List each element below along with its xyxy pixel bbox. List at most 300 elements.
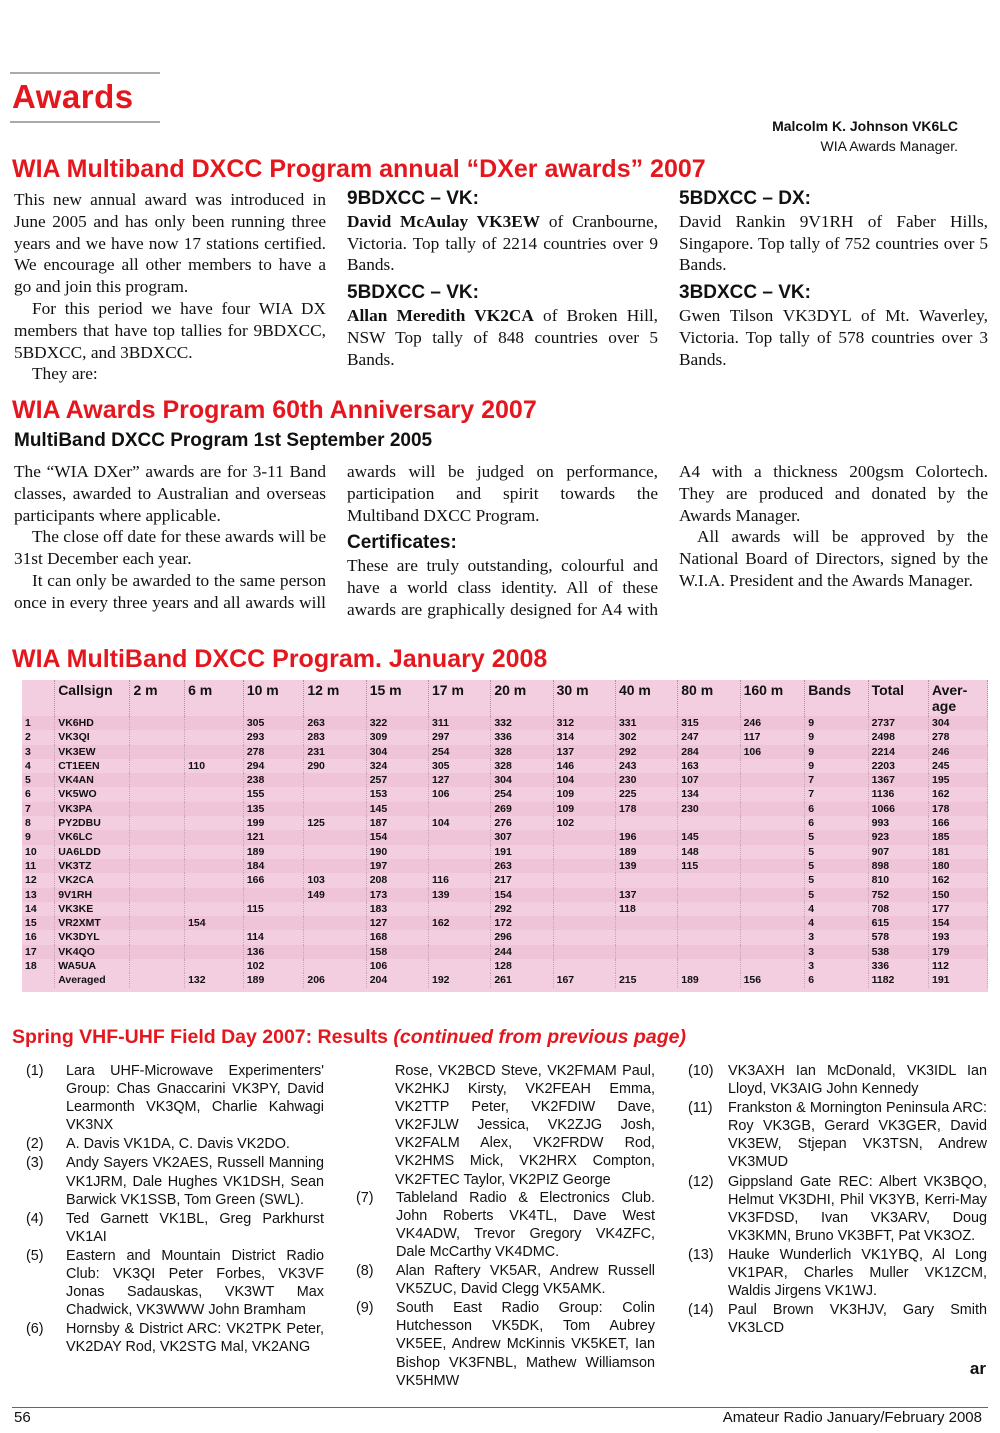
table-cell: 148	[678, 845, 740, 859]
table-cell: VK3DYL	[55, 930, 130, 944]
table-cell: 4	[22, 759, 55, 773]
table-cell	[678, 945, 740, 959]
table-average-cell: 189	[243, 973, 304, 987]
section1-col2	[347, 186, 658, 370]
table-average-cell: 204	[366, 973, 428, 987]
table-cell: 154	[366, 830, 428, 844]
table-cell: 246	[740, 716, 805, 730]
table-cell: VK3EW	[55, 745, 130, 759]
award-detail: David Rankin 9V1RH of Faber Hills, Singapore. Top tally of 752 countries over 5 Bands.	[679, 211, 988, 275]
table-header-cell: 20 m	[491, 680, 553, 716]
section1-intro-p1: This new annual award was introduced in June 2005 and has only been running three years and we have now 17 stations certified. We encourage all other members to have a go and join this program.	[14, 190, 326, 297]
vhf-col1	[22, 1062, 324, 1358]
table-cell: 106	[740, 745, 805, 759]
table-average-cell: 132	[185, 973, 244, 987]
table-cell: 302	[615, 730, 677, 744]
table-cell: 2203	[868, 759, 928, 773]
vhf-entry-number: (8)	[356, 1263, 374, 1280]
table-cell: 12	[22, 873, 55, 887]
vhf-entry-number: (1)	[26, 1063, 44, 1079]
table-cell: VR2XMT	[55, 916, 130, 930]
table-cell: 4	[805, 902, 868, 916]
table-cell: 128	[491, 959, 553, 973]
table-cell	[615, 916, 677, 930]
table-cell	[678, 888, 740, 902]
table-row	[22, 773, 988, 787]
vhf-result-entry	[684, 1301, 987, 1337]
table-cell: 146	[553, 759, 615, 773]
table-cell: 309	[366, 730, 428, 744]
vhf-entry-text: Hauke Wunderlich VK1YBQ, Al Long VK1PAR, Charles Muller VK1ZCM, Waldis Jirgens VK1WJ.	[728, 1246, 987, 1300]
vhf-entry-text: Gippsland Gate REC: Albert VK3BQO, Helmut VK3DHI, Phil VK3YB, Kerri-May VK3FDSD, Ivan VK3ARV, Doug VK3KMN, Bruno VK3BFT, Pat VK3OZ.	[728, 1173, 987, 1244]
table-cell	[615, 873, 677, 887]
vhf-col3	[684, 1062, 987, 1338]
table-cell: 109	[553, 787, 615, 801]
table-cell: 172	[491, 916, 553, 930]
table-cell: 9	[805, 759, 868, 773]
table-cell: 6	[805, 816, 868, 830]
table-cell: 810	[868, 873, 928, 887]
table-cell: VK2CA	[55, 873, 130, 887]
table-cell	[304, 773, 366, 787]
vhf-entry-number: (14)	[688, 1302, 714, 1319]
table-cell	[130, 802, 185, 816]
table-cell: 110	[185, 759, 244, 773]
table-cell: VK3QI	[55, 730, 130, 744]
vhf-entry-number: (3)	[26, 1155, 44, 1172]
table-cell: 102	[553, 816, 615, 830]
vhf-entry-text: Frankston & Mornington Peninsula ARC: Roy VK3GB, Gerard VK3GER, David VK3EW, Stjepan VK3TSN, Andrew VK3MUD	[728, 1100, 987, 1171]
vhf-result-entry	[22, 1210, 324, 1246]
table-cell: 5	[22, 773, 55, 787]
table-cell	[185, 873, 244, 887]
table-cell: 5	[805, 873, 868, 887]
table-cell: PY2DBU	[55, 816, 130, 830]
table-cell	[740, 873, 805, 887]
award-text	[347, 305, 658, 370]
table-cell: 9V1RH	[55, 888, 130, 902]
table-cell: 197	[366, 859, 428, 873]
vhf-entry-number: (5)	[26, 1247, 44, 1264]
vhf-result-entry	[22, 1154, 324, 1208]
table-average-cell: 156	[740, 973, 805, 987]
table-header-cell: 12 m	[304, 680, 366, 716]
table-header-row	[22, 680, 988, 716]
vhf-entry-text: Andy Sayers VK2AES, Russell Manning VK1JRM, Dale Hughes VK1DSH, Sean Barwick VK1SSB, Tom Green (SWL).	[66, 1155, 324, 1208]
table-cell	[553, 930, 615, 944]
table-cell	[185, 716, 244, 730]
end-mark: ar	[969, 1359, 986, 1378]
table-cell: 178	[615, 802, 677, 816]
table-cell: 17	[22, 945, 55, 959]
table-cell: 243	[615, 759, 677, 773]
table-cell	[429, 845, 491, 859]
table-cell: 163	[678, 759, 740, 773]
table-cell: 116	[429, 873, 491, 887]
award-text	[347, 211, 658, 276]
table-cell: 538	[868, 945, 928, 959]
table-average-cell: 1182	[868, 973, 928, 987]
table-cell	[678, 816, 740, 830]
table-cell	[130, 888, 185, 902]
vhf-entry-text: Alan Raftery VK5AR, Andrew Russell VK5ZUC, David Clegg VK5AMK.	[396, 1263, 655, 1298]
table-cell	[553, 959, 615, 973]
table-cell: 6	[22, 787, 55, 801]
table-cell: 230	[678, 802, 740, 816]
page-number: 56	[14, 1409, 31, 1426]
table-cell: 328	[491, 745, 553, 759]
table-cell: 907	[868, 845, 928, 859]
certificates-heading: Certificates:	[347, 532, 457, 554]
header-rule-bottom	[10, 121, 160, 123]
table-cell: 9	[22, 830, 55, 844]
table-cell: 136	[243, 945, 304, 959]
table-cell: 6	[805, 802, 868, 816]
table-cell: 8	[22, 816, 55, 830]
table-cell: 311	[429, 716, 491, 730]
table-cell	[130, 959, 185, 973]
vhf-entry-6-continued: Rose, VK2BCD Steve, VK2FMAM Paul, VK2HKJ Kirsty, VK2FEAH Emma, VK2TTP Peter, VK2FDIW Dave, VK2FJLW Jessica, VK2ZJG Josh, VK2FALM Alex, VK2FRDW Rod, VK2HMS Mick, VK2HRX Compton, VK2FTEC Taylor, VK2PIZ George	[395, 1063, 655, 1188]
table-cell	[740, 759, 805, 773]
table-cell	[185, 730, 244, 744]
table-header-cell: 17 m	[429, 680, 491, 716]
table-cell: 106	[366, 959, 428, 973]
table-cell: 109	[553, 802, 615, 816]
table-cell: VK4AN	[55, 773, 130, 787]
table-cell: 247	[678, 730, 740, 744]
table-cell: 181	[929, 845, 988, 859]
table-header-cell: 2 m	[130, 680, 185, 716]
table-row	[22, 845, 988, 859]
table-cell	[553, 859, 615, 873]
vhf-title-continued: (continued from previous page)	[393, 1026, 686, 1048]
table-cell: 7	[805, 773, 868, 787]
dxcc-table	[22, 680, 988, 988]
table-cell: 332	[491, 716, 553, 730]
vhf-entry-text: VK3AXH Ian McDonald, VK3IDL Ian Lloyd, VK3AIG John Kennedy	[728, 1063, 987, 1098]
section2-col1	[14, 461, 326, 613]
table-cell	[130, 930, 185, 944]
table-cell: 5	[805, 830, 868, 844]
vhf-result-entry	[22, 1247, 324, 1319]
table-cell	[130, 816, 185, 830]
table-cell: 177	[929, 902, 988, 916]
table-cell: 923	[868, 830, 928, 844]
table-cell: WA5UA	[55, 959, 130, 973]
table-cell: 10	[22, 845, 55, 859]
table-cell: 336	[868, 959, 928, 973]
table-cell	[130, 716, 185, 730]
table-cell: 106	[429, 787, 491, 801]
table-cell: 107	[678, 773, 740, 787]
table-cell: 104	[553, 773, 615, 787]
table-average-cell: 206	[304, 973, 366, 987]
table-cell	[553, 888, 615, 902]
vhf-entry-text: Ted Garnett VK1BL, Greg Parkhurst VK1AI	[66, 1210, 324, 1245]
table-cell	[678, 959, 740, 973]
table-cell: 155	[243, 787, 304, 801]
vhf-entry-text: Paul Brown VK3HJV, Gary Smith VK3LCD	[728, 1302, 987, 1337]
table-cell: 115	[243, 902, 304, 916]
section2-col2	[347, 461, 658, 620]
table-cell	[304, 930, 366, 944]
table-header-cell: Bands	[805, 680, 868, 716]
table-cell	[130, 845, 185, 859]
table-row	[22, 816, 988, 830]
table-header-cell	[22, 680, 55, 716]
table-cell	[678, 902, 740, 916]
table-cell	[740, 773, 805, 787]
certificates-p2: All awards will be approved by the National Board of Directors, signed by the W.I.A. President and the Awards Manager.	[679, 527, 988, 590]
table-cell	[185, 930, 244, 944]
table-cell: 615	[868, 916, 928, 930]
table-cell	[678, 930, 740, 944]
section2-p2: The close off date for these awards will be 31st December each year.	[14, 527, 326, 569]
table-cell: 11	[22, 859, 55, 873]
table-cell: 225	[615, 787, 677, 801]
table-cell	[615, 959, 677, 973]
table-cell: 127	[366, 916, 428, 930]
table-cell: 150	[929, 888, 988, 902]
table-cell: 208	[366, 873, 428, 887]
table-cell: 283	[304, 730, 366, 744]
table-cell: 180	[929, 859, 988, 873]
table-cell: 3	[805, 959, 868, 973]
table-cell: 191	[491, 845, 553, 859]
vhf-entry-number: (6)	[26, 1321, 44, 1338]
vhf-entry-text: Eastern and Mountain District Radio Club: VK3QI Peter Forbes, VK3VF Jonas Sadauskas, VK3WT Max Chadwick, VK3WWW John Bramham	[66, 1247, 324, 1319]
table-row	[22, 730, 988, 744]
table-cell: 708	[868, 902, 928, 916]
table-cell: 153	[366, 787, 428, 801]
table-cell: 168	[366, 930, 428, 944]
table-cell: VK6HD	[55, 716, 130, 730]
table-cell	[130, 916, 185, 930]
table-cell: 257	[366, 773, 428, 787]
table-cell: 304	[491, 773, 553, 787]
table-cell	[304, 845, 366, 859]
table-cell: 9	[805, 716, 868, 730]
table-cell: 993	[868, 816, 928, 830]
page-title: Awards	[12, 78, 134, 115]
vhf-entry-number: (2)	[26, 1136, 44, 1153]
table-row	[22, 873, 988, 887]
table-cell: 13	[22, 888, 55, 902]
table-cell	[429, 959, 491, 973]
table-cell: 187	[366, 816, 428, 830]
table-cell	[130, 759, 185, 773]
table-cell: 173	[366, 888, 428, 902]
vhf-entry-number: (13)	[688, 1246, 714, 1263]
table-cell: 1367	[868, 773, 928, 787]
vhf-entry-text: Hornsby & District ARC: VK2TPK Peter, VK2DAY Rod, VK2STG Mal, VK2ANG	[66, 1321, 324, 1356]
table-average-cell: 191	[929, 973, 988, 987]
table-average-cell: 261	[491, 973, 553, 987]
table-cell: 18	[22, 959, 55, 973]
table-average-cell: 167	[553, 973, 615, 987]
table-cell	[740, 930, 805, 944]
table-cell: 4	[805, 916, 868, 930]
table-cell: 2737	[868, 716, 928, 730]
author-role: WIA Awards Manager.	[820, 138, 958, 154]
table-cell: 304	[929, 716, 988, 730]
table-cell: 121	[243, 830, 304, 844]
author-block	[772, 116, 958, 156]
table-cell: VK6LC	[55, 830, 130, 844]
section1-intro-p3: They are:	[32, 364, 98, 384]
table-cell	[304, 916, 366, 930]
vhf-title	[12, 1026, 686, 1049]
table-cell: 162	[429, 916, 491, 930]
section1-col3	[679, 186, 988, 370]
table-cell: 145	[366, 802, 428, 816]
table-cell	[740, 916, 805, 930]
table-cell: 263	[304, 716, 366, 730]
table-cell: 230	[615, 773, 677, 787]
vhf-result-entry	[352, 1299, 655, 1389]
table-cell: VK4QO	[55, 945, 130, 959]
vhf-entry-text: A. Davis VK1DA, C. Davis VK2DO.	[66, 1136, 290, 1153]
table-cell	[553, 845, 615, 859]
table-cell: 276	[491, 816, 553, 830]
table-cell: 293	[243, 730, 304, 744]
table-cell	[553, 873, 615, 887]
table-cell: 9	[805, 745, 868, 759]
table-cell: 102	[243, 959, 304, 973]
table-cell	[429, 830, 491, 844]
table-cell: 278	[243, 745, 304, 759]
table-cell	[615, 945, 677, 959]
table-cell: 328	[491, 759, 553, 773]
table-header-cell: 6 m	[185, 680, 244, 716]
table-cell: 246	[929, 745, 988, 759]
table-cell: 189	[615, 845, 677, 859]
table-cell	[130, 830, 185, 844]
section2-p1: The “WIA DXer” awards are for 3-11 Band classes, awarded to Australian and overseas participants where applicable.	[14, 462, 326, 525]
table-cell	[740, 902, 805, 916]
table-cell: 3	[805, 945, 868, 959]
table-average-cell	[130, 973, 185, 987]
table-cell: 103	[304, 873, 366, 887]
section2-p3-cont: awards will be judged on performance, participation and spirit towards the Multiband DXCC Program.	[347, 462, 658, 525]
vhf-entry-number: (12)	[688, 1173, 714, 1190]
section2-p3: It can only be awarded to the same person once in every three years and all awards will	[14, 570, 326, 612]
table-title: WIA MultiBand DXCC Program. January 2008	[12, 645, 548, 673]
table-cell: 296	[491, 930, 553, 944]
table-cell: 305	[243, 716, 304, 730]
table-cell	[130, 902, 185, 916]
table-cell: 158	[366, 945, 428, 959]
section1-title: WIA Multiband DXCC Program annual “DXer awards” 2007	[12, 155, 706, 183]
table-body	[22, 716, 988, 988]
table-cell: 199	[243, 816, 304, 830]
section2-subtitle: MultiBand DXCC Program 1st September 2005	[14, 430, 433, 451]
table-cell: 297	[429, 730, 491, 744]
table-cell	[130, 773, 185, 787]
table-cell: 238	[243, 773, 304, 787]
table-cell: 127	[429, 773, 491, 787]
table-cell: 196	[615, 830, 677, 844]
table-average-cell	[22, 973, 55, 987]
table-average-cell: 192	[429, 973, 491, 987]
table-cell: 2498	[868, 730, 928, 744]
table-cell: 135	[243, 802, 304, 816]
table-cell: 112	[929, 959, 988, 973]
vhf-entry-number: (7)	[356, 1189, 374, 1206]
table-cell	[304, 787, 366, 801]
table-cell: 292	[615, 745, 677, 759]
table-cell	[429, 930, 491, 944]
table-cell: 322	[366, 716, 428, 730]
table-cell: 2214	[868, 745, 928, 759]
table-cell: 189	[243, 845, 304, 859]
vhf-result-entry	[684, 1246, 987, 1300]
table-cell: 217	[491, 873, 553, 887]
section1-col1	[14, 189, 326, 385]
certificates-p1-cont: A4 with a thickness 200gsm Colortech. They are produced and donated by the Awards Manager.	[679, 462, 988, 525]
table-cell	[185, 902, 244, 916]
table-row	[22, 716, 988, 730]
table-cell: 254	[429, 745, 491, 759]
table-cell: 125	[304, 816, 366, 830]
table-cell: 331	[615, 716, 677, 730]
dxcc-table-panel	[22, 680, 988, 992]
table-cell	[185, 773, 244, 787]
table-cell: 193	[929, 930, 988, 944]
table-row	[22, 745, 988, 759]
table-cell	[740, 787, 805, 801]
table-cell	[185, 888, 244, 902]
header-rule-top	[10, 72, 160, 74]
table-cell	[304, 830, 366, 844]
vhf-result-entry	[684, 1062, 987, 1098]
table-cell: 324	[366, 759, 428, 773]
table-cell: 7	[805, 787, 868, 801]
table-cell	[740, 816, 805, 830]
award-recipient: Allan Meredith VK2CA	[347, 305, 534, 325]
table-cell	[740, 859, 805, 873]
table-cell: 3	[22, 745, 55, 759]
vhf-entry-text: South East Radio Group: Colin Hutchesson VK5DK, Tom Aubrey VK5EE, Andrew McKinnis VK5KET, Ian Bishop VK3FNBL, Mathew Williamson VK5HMW	[396, 1300, 655, 1389]
vhf-entry-number: (10)	[688, 1063, 714, 1079]
table-cell: 139	[429, 888, 491, 902]
table-cell	[304, 902, 366, 916]
vhf-result-entry	[22, 1062, 324, 1134]
table-header-cell: 10 m	[243, 680, 304, 716]
table-header-cell: 80 m	[678, 680, 740, 716]
table-cell: 292	[491, 902, 553, 916]
table-cell: 162	[929, 787, 988, 801]
table-cell	[185, 802, 244, 816]
table-cell	[185, 845, 244, 859]
vhf-result-entry	[352, 1262, 655, 1298]
table-cell: 14	[22, 902, 55, 916]
table-cell	[740, 888, 805, 902]
table-cell: 245	[929, 759, 988, 773]
table-cell: 166	[929, 816, 988, 830]
award-heading: 9BDXCC – VK:	[347, 188, 479, 209]
table-cell: 269	[491, 802, 553, 816]
table-header-cell: 160 m	[740, 680, 805, 716]
vhf-entry-number: (9)	[356, 1300, 374, 1317]
vhf-title-main: Spring VHF-UHF Field Day 2007: Results	[12, 1026, 388, 1048]
table-cell	[304, 802, 366, 816]
table-cell	[429, 902, 491, 916]
table-cell: VK5WO	[55, 787, 130, 801]
footer-rule	[12, 1407, 988, 1408]
table-cell: 137	[553, 745, 615, 759]
section2-col3	[679, 461, 988, 592]
